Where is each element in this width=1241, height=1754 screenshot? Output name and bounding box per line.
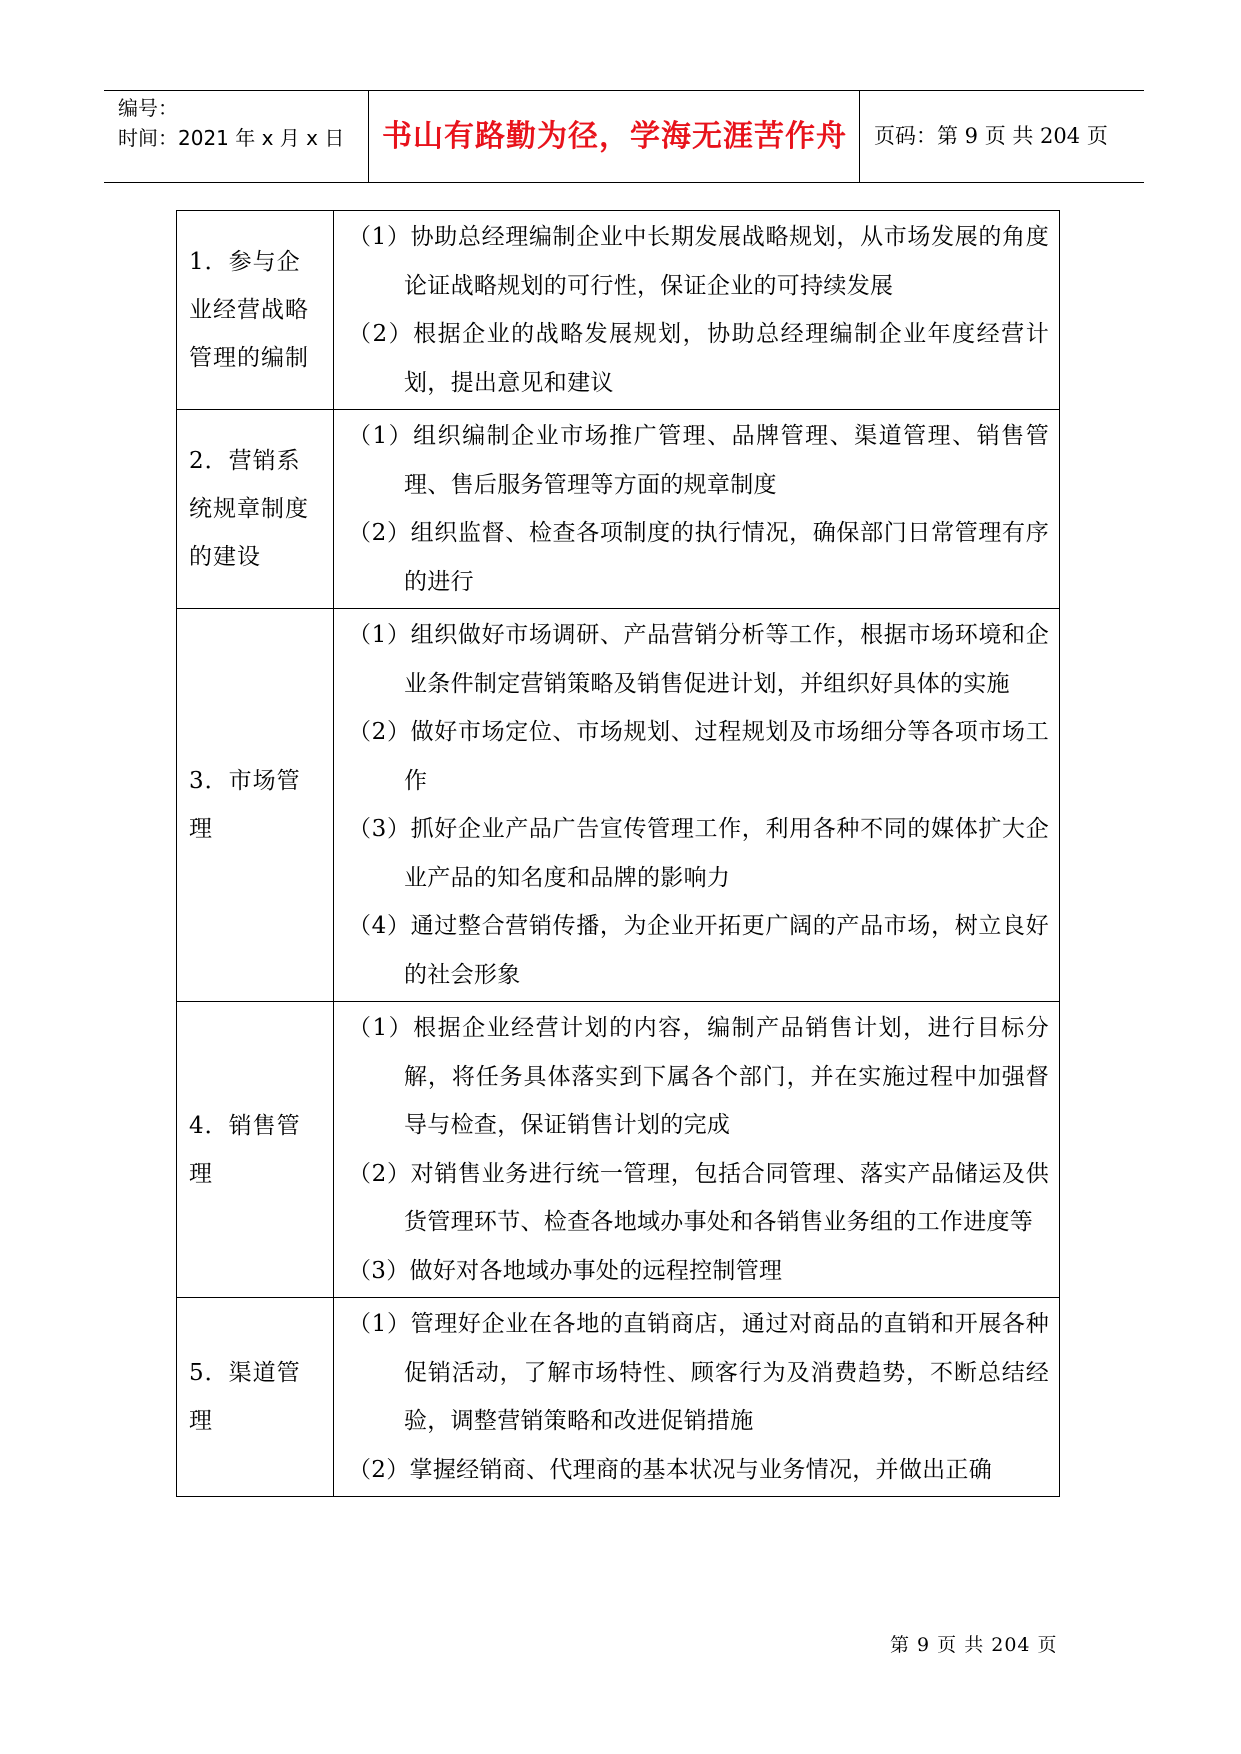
page-header	[104, 90, 1144, 183]
duty-item: （2）做好市场定位、市场规划、过程规划及市场细分等各项市场工作	[348, 719, 1049, 794]
duty-item: （2）组织监督、检查各项制度的执行情况，确保部门日常管理有序的进行	[348, 520, 1049, 595]
duty-item: （1）管理好企业在各地的直销商店，通过对商品的直销和开展各种促销活动，了解市场特性、顾客行为及消费趋势，不断总结经验，调整营销策略和改进促销措施	[348, 1311, 1049, 1434]
category-cell: 3．市场管理	[177, 609, 334, 1002]
table-row	[177, 609, 1060, 1002]
table-row	[177, 410, 1060, 609]
duty-item: （2）掌握经销商、代理商的基本状况与业务情况，并做出正确	[348, 1456, 993, 1483]
duty-item: （2）对销售业务进行统一管理，包括合同管理、落实产品储运及供货管理环节、检查各地域办事处和各销售业务组的工作进度等	[348, 1160, 1049, 1235]
category-cell: 2．营销系统规章制度的建设	[177, 410, 334, 609]
header-motto: 书山有路勤为径，学海无涯苦作舟	[382, 119, 847, 154]
duty-item: （4）通过整合营销传播，为企业开拓更广阔的产品市场，树立良好的社会形象	[348, 913, 1049, 988]
duty-item: （2）根据企业的战略发展规划，协助总经理编制企业年度经营计划，提出意见和建议	[348, 321, 1049, 396]
items-cell	[334, 609, 1060, 1002]
items-cell	[334, 1002, 1060, 1298]
duty-item: （1）根据企业经营计划的内容，编制产品销售计划，进行目标分解，将任务具体落实到下属各个部门，并在实施过程中加强督导与检查，保证销售计划的完成	[348, 1015, 1049, 1138]
items-cell	[334, 211, 1060, 410]
document-number-label: 编号：	[118, 96, 178, 120]
category-cell: 4．销售管理	[177, 1002, 334, 1298]
duty-item: （1）组织做好市场调研、产品营销分析等工作，根据市场环境和企业条件制定营销策略及销售促进计划，并组织好具体的实施	[348, 622, 1049, 697]
table-row	[177, 1002, 1060, 1298]
duty-item: （1）协助总经理编制企业中长期发展战略规划，从市场发展的角度论证战略规划的可行性，保证企业的可持续发展	[348, 224, 1049, 299]
table-row	[177, 1298, 1060, 1497]
category-cell: 1．参与企业经营战略管理的编制	[177, 211, 334, 410]
duty-item: （1）组织编制企业市场推广管理、品牌管理、渠道管理、销售管理、售后服务管理等方面的规章制度	[348, 423, 1049, 498]
table-row	[177, 211, 1060, 410]
header-divider	[859, 91, 860, 182]
document-time-label: 时间：2021 年 x 月 x 日	[118, 126, 345, 150]
duty-item: （3）做好对各地域办事处的远程控制管理	[348, 1257, 783, 1284]
header-page-number: 页码：第 9 页 共 204 页	[874, 124, 1108, 148]
page-footer: 第 9 页 共 204 页	[890, 1634, 1058, 1656]
items-cell	[334, 1298, 1060, 1497]
duty-item: （3）抓好企业产品广告宣传管理工作，利用各种不同的媒体扩大企业产品的知名度和品牌的影响力	[348, 816, 1049, 891]
category-cell: 5．渠道管理	[177, 1298, 334, 1497]
header-divider	[368, 91, 369, 182]
duties-table	[176, 210, 1060, 1497]
items-cell	[334, 410, 1060, 609]
